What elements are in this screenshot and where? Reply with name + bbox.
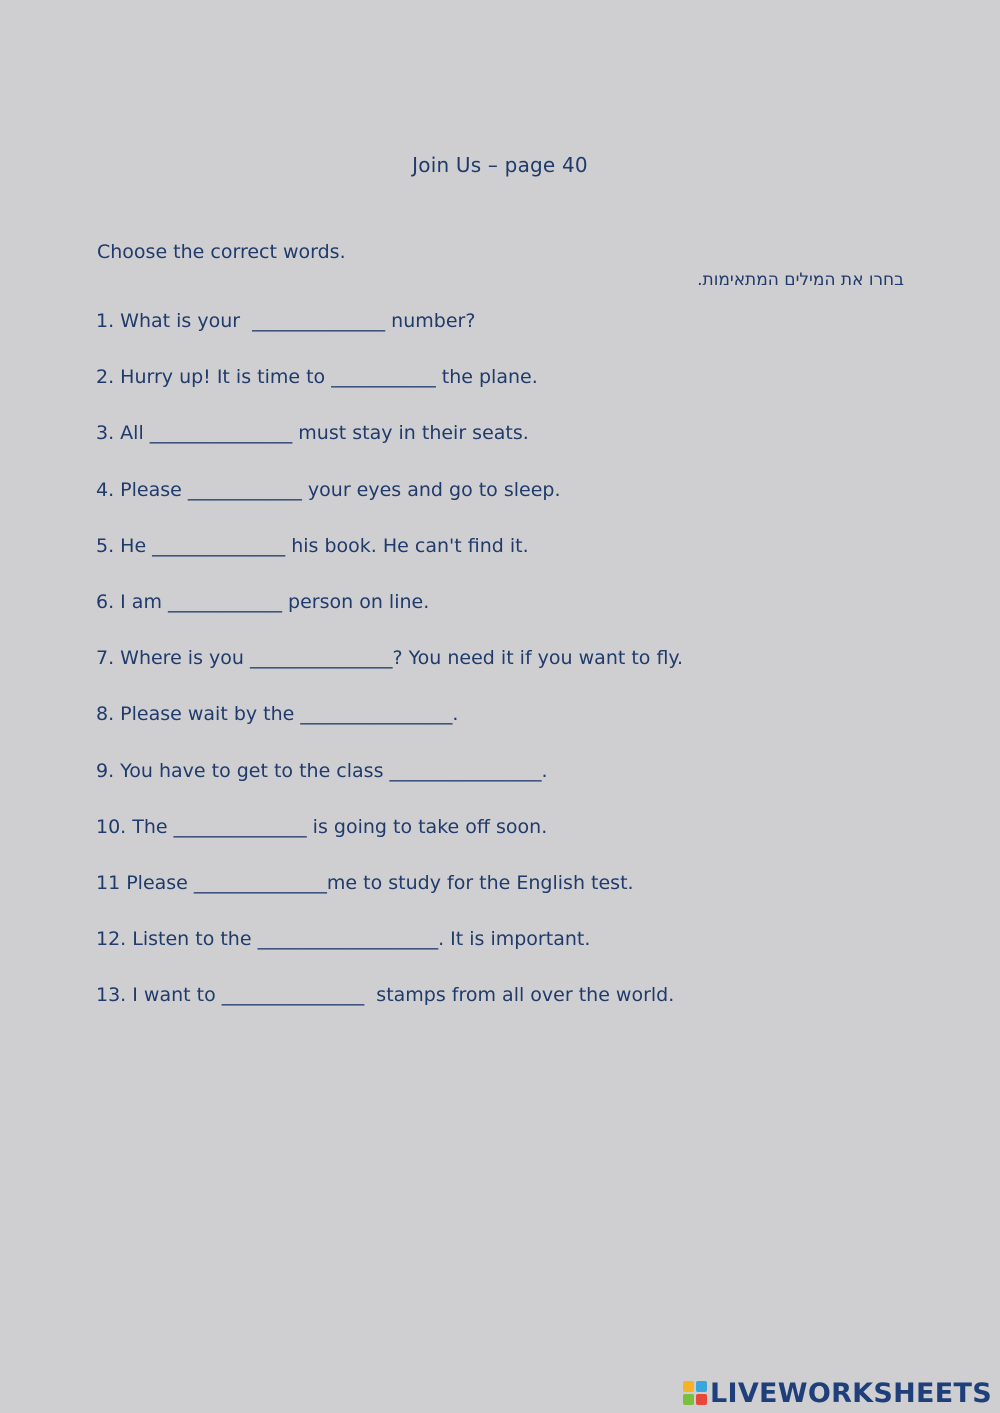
question-3: 3. All _______________ must stay in their seats. [96,422,529,445]
logo-square-3 [683,1394,694,1405]
question-8: 8. Please wait by the ________________. [96,703,459,726]
logo-text: LIVEWORKSHEETS [709,1377,992,1409]
liveworksheets-logo [683,1375,992,1411]
question-4: 4. Please ____________ your eyes and go to sleep. [96,478,561,501]
question-11: 11 Please ______________me to study for the English test. [96,871,634,894]
question-10: 10. The ______________ is going to take off soon. [96,815,548,838]
logo-square-1 [683,1381,694,1392]
question-9: 9. You have to get to the class ________________. [96,759,548,782]
question-5: 5. He ______________ his book. He can't find it. [96,534,529,557]
worksheet-title: Join Us – page 40 [412,153,588,177]
instruction-text-hebrew: בחרו את המילים המתאימות. [697,270,904,290]
question-7: 7. Where is you _______________? You need it if you want to fly. [96,647,684,670]
question-list [96,308,683,1038]
question-13: 13. I want to _______________ stamps from all over the world. [96,984,675,1007]
question-12: 12. Listen to the ___________________. It is important. [96,928,591,951]
question-1: 1. What is your ______________ number? [96,310,476,332]
instruction-text: Choose the correct words. [97,241,346,263]
logo-square-2 [696,1381,707,1392]
question-6: 6. I am ____________ person on line. [96,590,430,613]
question-2: 2. Hurry up! It is time to ___________ the plane. [96,366,538,389]
logo-mark-icon [683,1381,707,1405]
logo-square-4 [696,1394,707,1405]
